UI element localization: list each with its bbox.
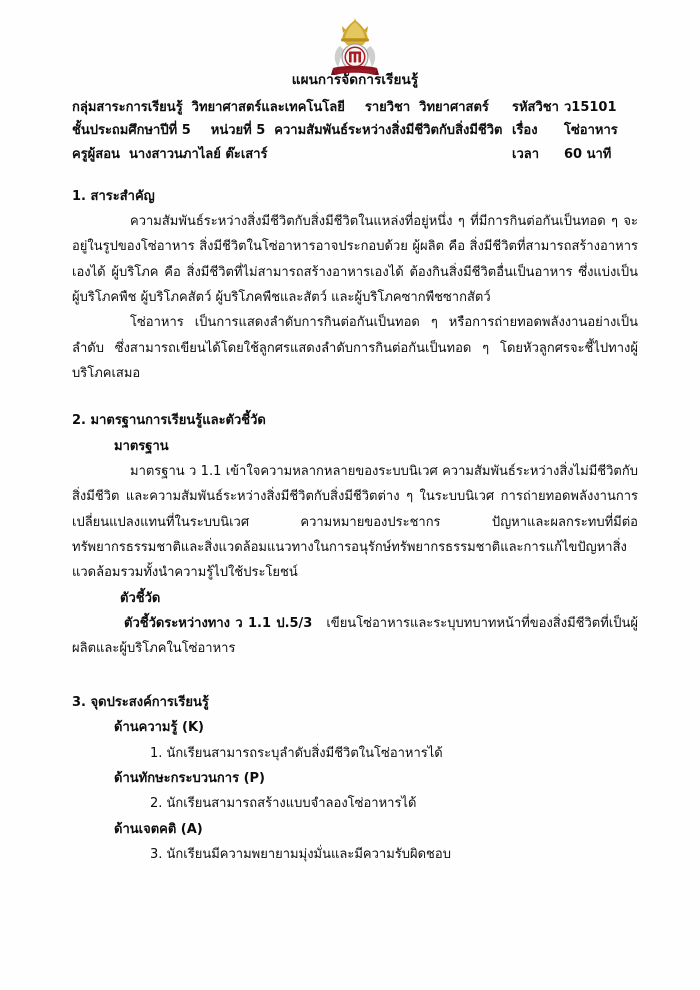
section-3-heading: 3. จุดประสงค์การเรียนรู้ (72, 694, 209, 710)
header-row-subject (72, 96, 638, 119)
header-row-unit (72, 119, 638, 142)
topic-label: เรื่อง (512, 123, 538, 139)
header-row-teacher (72, 143, 638, 166)
section-key-concept (72, 184, 638, 387)
header-row-unit-right (504, 119, 638, 142)
header-row-subject-right (504, 96, 638, 119)
header-row-teacher-right (504, 143, 638, 166)
header-info (72, 96, 638, 165)
course-code-value: ว15101 (564, 100, 617, 116)
unit-label: หน่วยที่ 5 (210, 123, 266, 139)
section-1-paragraph-1: ความสัมพันธ์ระหว่างสิ่งมีชีวิตกับสิ่งมีชีวิตในแหล่งที่อยู่หนึ่ง ๆ ที่มีการกินต่อกันเป็นทอด ๆ จะอยู่ในรูปของโซ่อาหาร สิ่งมีชีวิตในโซ่อาหารอาจประกอบด้วย ผู้ผลิต คือ สิ่งมีชีวิตที่สามารถสร้างอาหารเองได้ ผู้บริโภค คือ สิ่งมีชีวิตที่ไม่สามารถสร้างอาหารเองได้ ต้องกินสิ่งมีชีวิตอื่นเป็นอาหาร ซึ่งแบ่งเป็น ผู้บริโภคพืช ผู้บริโภคสัตว์ ผู้บริโภคพืชและสัตว์ และผู้บริโภคซากพืชซากสัตว์ (72, 213, 638, 305)
header-row-unit-left (72, 119, 504, 142)
topic-value: โซ่อาหาร (564, 123, 618, 139)
subject-group-label: กลุ่มสาระการเรียนรู้ (72, 100, 183, 116)
standard-subheading: มาตรฐาน (114, 438, 169, 454)
unit-value: ความสัมพันธ์ระหว่างสิ่งมีชีวิตกับสิ่งมีชีวิต (274, 123, 503, 139)
subject-group-value: วิทยาศาสตร์และเทคโนโลยี (191, 100, 345, 116)
course-value: วิทยาศาสตร์ (419, 100, 489, 116)
teacher-label: ครูผู้สอน (72, 146, 120, 162)
page-title: แผนการจัดการเรียนรู้ (291, 72, 419, 88)
crest-container (72, 0, 638, 70)
header-row-subject-left (72, 96, 504, 119)
objective-item-process-1: 2. นักเรียนสามารถสร้างแบบจำลองโซ่อาหารได้ (150, 796, 417, 812)
indicator-entry (72, 611, 638, 662)
objective-item-knowledge-1: 1. นักเรียนสามารถระบุลำดับสิ่งมีชีวิตในโซ่อาหารได้ (150, 745, 443, 761)
indicator-text: เขียนโซ่อาหารและระบุบทบาทหน้าที่ของสิ่งมีชีวิตที่เป็นผู้ผลิตและผู้บริโภคในโซ่อาหาร (72, 616, 638, 657)
course-code-label: รหัสวิชา (512, 100, 559, 116)
standard-text: มาตรฐาน ว 1.1 เข้าใจความหลากหลายของระบบนิเวศ ความสัมพันธ์ระหว่างสิ่งไม่มีชีวิตกับสิ่งมีชีวิต และความสัมพันธ์ระหว่างสิ่งมีชีวิตกับสิ่งมีชีวิตต่าง ๆ ในระบบนิเวศ การถ่ายทอดพลังงานการเปลี่ยนแปลงแทนที่ในระบบนิเวศ ความหมายของประชากร ปัญหาและผลกระทบที่มีต่อทรัพยากรธรรมชาติและสิ่งแวดล้อมแนวทางในการอนุรักษ์ทรัพยากรธรรมชาติและการแก้ไขปัญหาสิ่งแวดล้อมรวมทั้งนำความรู้ไปใช้ประโยชน์ (72, 464, 638, 581)
indicator-label: ตัวชี้วัดระหว่างทาง ว 1.1 ป.5/3 (124, 616, 313, 632)
objective-group-label-process: ด้านทักษะกระบวนการ (P) (114, 770, 265, 786)
grade-level-label: ชั้นประถมศึกษาปีที่ 5 (72, 123, 191, 139)
teacher-value: นางสาวนภาไลย์ ต๊ะเสาร์ (128, 146, 268, 162)
section-1-heading: 1. สาระสำคัญ (72, 188, 155, 204)
duration-value: 60 นาที (564, 146, 612, 162)
section-2-heading: 2. มาตรฐานการเรียนรู้และตัวชี้วัด (72, 413, 266, 429)
section-1-paragraph-2: โซ่อาหาร เป็นการแสดงลำดับการกินต่อกันเป็นทอด ๆ หรือการถ่ายทอดพลังงานอย่างเป็นลำดับ ซึ่งสามารถเขียนได้โดยใช้ลูกศรแสดงลำดับการกินต่อกันเป็นทอด ๆ โดยหัวลูกศรจะชี้ไปทางผู้บริโภคเสมอ (72, 315, 638, 382)
objective-group-label-knowledge: ด้านความรู้ (K) (114, 720, 204, 736)
objective-item-attitude-1: 3. นักเรียนมีความพยายามมุ่งมั่นและมีความรับผิดชอบ (150, 846, 451, 862)
duration-label: เวลา (512, 146, 540, 162)
objective-group-label-attitude: ด้านเจตคติ (A) (114, 821, 203, 837)
course-label: รายวิชา (364, 100, 411, 116)
section-standards-indicators (72, 408, 638, 661)
section-learning-objectives (72, 690, 638, 867)
indicator-subheading: ตัวชี้วัด (120, 590, 161, 606)
header-row-teacher-left (72, 143, 504, 166)
